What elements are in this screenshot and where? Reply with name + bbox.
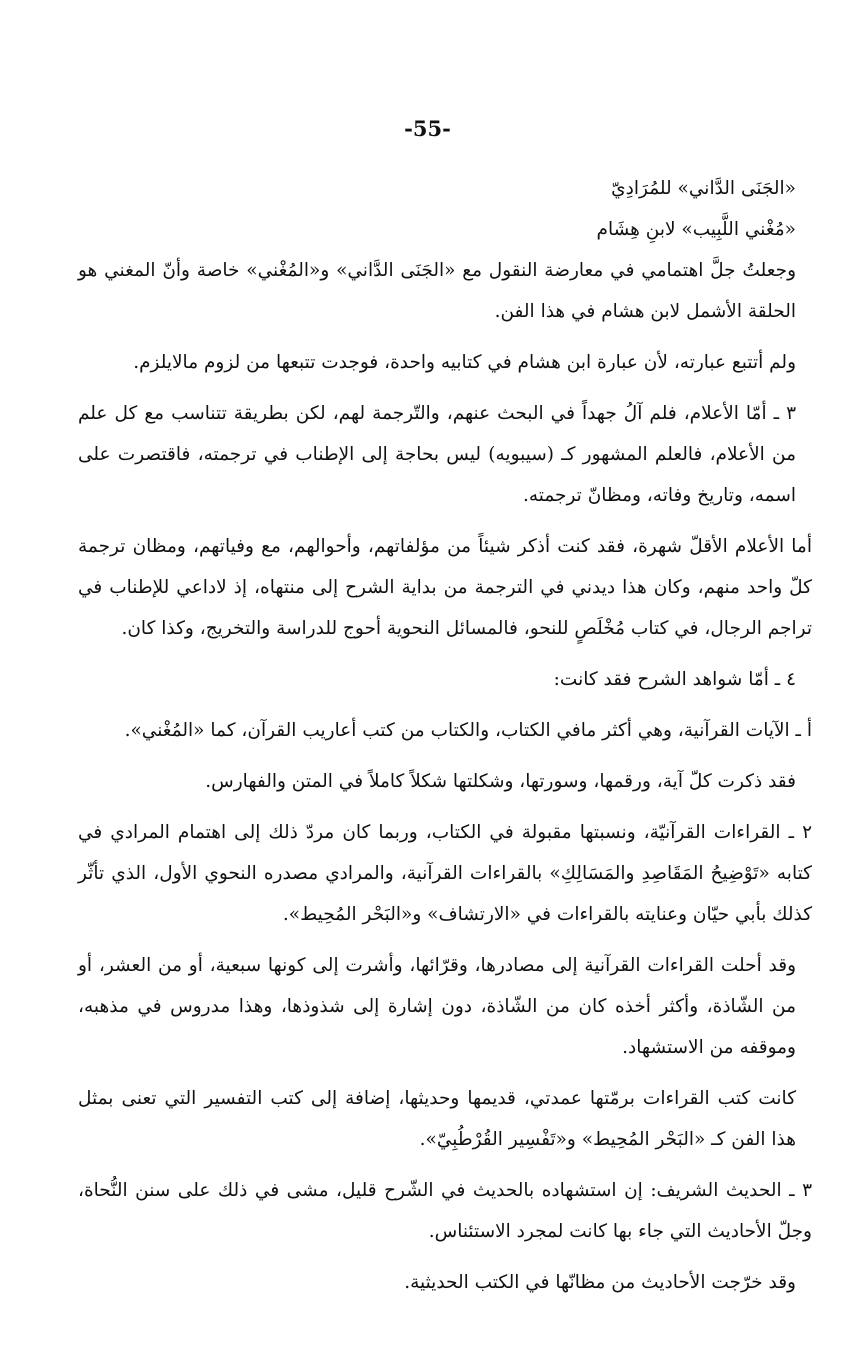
paragraph-readings-books: كانت كتب القراءات برمّتها عمدتي، قديمها وحديثها، إضافة إلى كتب التفسير التي تعنى بمثل هذا الفن كـ «البَحْر المُحِيط» و«تَفْسِير القُرْطُبِيّ». bbox=[78, 1088, 796, 1150]
paragraph-comparison: وجعلتُ جلَّ اهتمامي في معارضة النقول مع «الجَنَى الدَّاني» و«المُغْني» خاصة وأنّ المغني هو الحلقة الأشمل لابن هشام في هذا الفن. bbox=[78, 260, 796, 322]
paragraph-wording: ولم أتتبع عبارته، لأن عبارة ابن هشام في كتابيه واحدة، فوجدت تتبعها من لزوم مالايلزم. bbox=[133, 352, 796, 373]
paragraph-lesser-notables: أما الأعلام الأقلّ شهرة، فقد كنت أذكر شيئاً من مؤلفاتهم، وأحوالهم، مع وفياتهم، ومظان ترجمة كلّ واحد منهم، وكان هذا ديدني في الترجمة من بداية الشرح إلى منتهاه، إذ لاداعي للإطناب في تراجم الرجال، في كتاب مُخْلَصٍ للنحو، فالمسائل النحوية أحوج للدراسة والتخريج، وكذا كان. bbox=[78, 536, 812, 639]
section-evidence-heading: ٤ ـ أمّا شواهد الشرح فقد كانت: bbox=[553, 669, 796, 690]
item-quranic-verses: أ ـ الآيات القرآنية، وهي أكثر مافي الكتاب، والكتاب من كتب أعاريب القرآن، كما «المُغْني». bbox=[124, 720, 812, 741]
paragraph-verses-detail: فقد ذكرت كلّ آية، ورقمها، وسورتها، وشكلتها شكلاً كاملاً في المتن والفهارس. bbox=[205, 771, 796, 792]
title-reference-2: «مُغْني اللَّبِيب» لابنِ هِشَام bbox=[596, 219, 796, 240]
paragraph-notables: ٣ ـ أمّا الأعلام، فلم آلُ جهداً في البحث عنهم، والتّرجمة لهم، لكن بطريقة تتناسب مع كل علم من الأعلام، فالعلم المشهور كـ (سيبويه) ليس بحاجة إلى الإطناب في ترجمته، فاقتصرت على اسمه، وتاريخ وفاته، ومظانّ ترجمته. bbox=[78, 403, 796, 506]
paragraph-readings-sources: وقد أحلت القراءات القرآنية إلى مصادرها، وقرّائها، وأشرت إلى كونها سبعية، أو من العشر، أو من الشّاذة، وأكثر أخذه كان من الشّاذة، دون إشارة إلى شذوذها، وهذا مدروس في مذهبه، وموقفه من الاستشهاد. bbox=[78, 955, 796, 1058]
item-quranic-readings: ٢ ـ القراءات القرآنيّة، ونسبتها مقبولة في الكتاب، وربما كان مردّ ذلك إلى اهتمام المرادي في كتابه «تَوْضِيحُ المَقَاصِدِ والمَسَالِكِ» بالقراءات القرآنية، والمرادي مصدره النحوي الأول، الذي تأثّر كذلك بأبي حيّان وعنايته بالقراءات في «الارتشاف» و«البَحْر المُحِيط». bbox=[78, 822, 812, 925]
text-body bbox=[78, 168, 812, 1303]
item-hadith: ٣ ـ الحديث الشريف: إن استشهاده بالحديث في الشّرح قليل، مشى في ذلك على سنن النُّحاة، وجلّ الأحاديث التي جاء بها كانت لمجرد الاستئناس. bbox=[78, 1180, 812, 1242]
page-number: -55- bbox=[404, 116, 451, 141]
title-reference-1: «الجَنَى الدَّاني» للمُرَادِيّ bbox=[611, 178, 796, 199]
paragraph-hadith-sources: وقد خرّجت الأحاديث من مظانّها في الكتب الحديثية. bbox=[404, 1272, 796, 1293]
